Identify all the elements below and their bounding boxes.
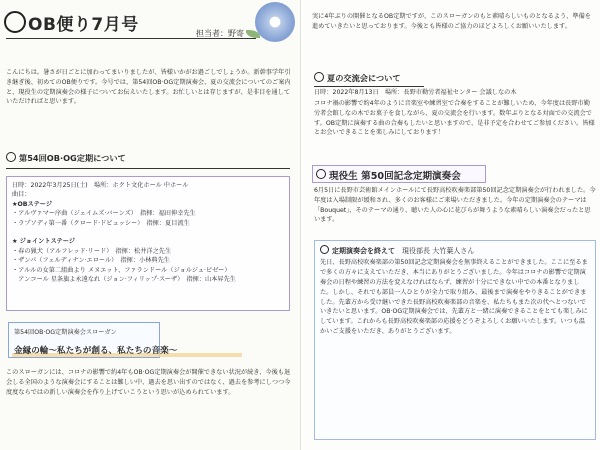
summer-heading: 夏の交流会について bbox=[314, 72, 401, 84]
intro-tail: 実に4年ぶりの開催となるOB定期ですが、このスローガンのもと素晴らしいものとなるよう、準備を進めていきたいと思っております。今後とも皆様のご協力のほどよろしくお願いいたします。 bbox=[312, 13, 591, 30]
impression-body: 先日、長野高校吹奏楽部の第50回記念定期演奏会を無事終えることができました。ここに至るまで多くの方々に支えていただき、本当にありがとうございました。今年はコロナの影響で定期演奏会の日程や練習の方法を変えなければならず、練習が十分にできない中での本番となりました。しかし、それでも部員一人ひとりが全力で取り組み、最後まで演奏をやりきることができました。先輩方から受け継いできた長野高校吹奏楽部の音楽を、私たちもまた次の代へとつないでいきたいと思います。OB·OG定期演奏会では、先輩方と一緒に演奏できることをとても楽しみにしています。これからも長野高校吹奏楽部の応援をどうぞよろしくお願いいたします。いつも温かいご支援をいただき、ありがとうございます。 bbox=[320, 259, 588, 335]
impression-author: 現役部長 大竹葉人さん bbox=[402, 247, 475, 255]
impression-box bbox=[314, 240, 596, 440]
program-spacer bbox=[12, 228, 284, 237]
impression-heading-line bbox=[320, 245, 590, 256]
concert-info-box bbox=[6, 176, 290, 311]
slogan-body: このスローガンには、コロナの影響で約4年もOB·OG定期演奏会が開催できない状況が続き、今後も退会しる全国のような演奏会にすることは難しい中、過去を思い出すのではなく、過去を参考にしつつ今度度ならではの新しい演奏会を作り上げていこうという思いが込められています。 bbox=[6, 369, 291, 396]
slogan-text: 金縁の輪〜私たちが創る、私たちの音楽〜 bbox=[14, 346, 178, 356]
section-bullet-icon bbox=[314, 72, 324, 82]
program-item: ・ラプソディ第一番（クロード·ドビュッシー） 指揮：夏目流生 bbox=[12, 219, 190, 227]
summer-body: コロナ禍の影響で約4年のように音楽室や練習室で合奏をすることが難しいため、今年度は長野市勤労者会館しなの木でお菓子を食しながら、夏の交流会を行います。数年ぶりとなる対面での交流会です。OB定期に演奏する曲の合奏もしたいと思いますので、是非予定を合わせてご参加ください。皆様とお会いできることを楽しみにしております！ bbox=[314, 100, 595, 137]
circle-o-mark bbox=[4, 11, 26, 33]
ob-stage-label: ★OBステージ bbox=[12, 200, 53, 208]
newsletter-title: OB便り7月号 bbox=[4, 10, 139, 35]
section-bullet-icon bbox=[316, 169, 326, 179]
intro-paragraph: こんにちは。暑さが日ごとに加わってまいりましたが、皆様いかがお過ごしでしょうか。新幹事学年引き継ぎ後、初めてのOB便りです。今号では、第54回OB·OG定期演奏会、夏の交流会についてのご案内と、現役生の定期演奏会の様子についてお伝えいたします。お忙しいとは存じますが、是非目を通していただければと思います。 bbox=[6, 69, 291, 106]
program-label: 曲目： bbox=[12, 191, 31, 199]
concert-heading: 第54回OB·OG定期について bbox=[6, 152, 126, 164]
fifty-heading: 現役生 第50回記念定期演奏会 bbox=[316, 168, 461, 182]
editor-label: 担当者：野寄 bbox=[196, 29, 244, 38]
morning-glory-icon bbox=[255, 2, 295, 42]
program-item: ・ザンパ（フェルディナン·エロール） 指揮：小林典先生 bbox=[12, 257, 170, 265]
summer-heading-underline bbox=[314, 86, 424, 87]
program-item: アンコール 星条旗よ永遠なれ（ジョン·フィリップ·スーザ） 指揮：山本昇先生 bbox=[12, 276, 236, 284]
program-item: ・春の猟犬（アルフレッド·リード） 指揮：松井洋之先生 bbox=[12, 247, 172, 255]
section-bullet-icon bbox=[320, 245, 329, 254]
section-bullet-icon bbox=[6, 152, 16, 162]
concert-heading-underline bbox=[6, 168, 290, 169]
impression-heading: 定期演奏会を終えて bbox=[332, 247, 395, 255]
slogan-label: 第54回OB·OG定期演奏会スローガン bbox=[14, 329, 117, 336]
program-item: ・アルルの女第二組曲より メヌエット、ファランドール（ジョルジュ·ビゼー） bbox=[12, 266, 231, 274]
fifty-body: 6月5日に長野市芸術館メインホールにて長野高校吹奏楽部第50回記念定期演奏会が行われました。今年度は入場制限が緩和され、多くのお客様にご来場いただきました。今年の定期演奏会のテーマは「Bouquet」、そのテーマの通り、聴いた人の心に花びらが舞うような素晴らしい演奏会だったと思います。 bbox=[314, 187, 596, 224]
joint-stage-label: ★ ジョイントステージ bbox=[12, 238, 75, 246]
concert-date: 日時：2022年3月25日(土) 場所：ホクト文化ホール 中ホール bbox=[12, 182, 189, 189]
program-item: ・アルヴァマー序曲（ジェイムズ·バーンズ） 指揮：福田伸幸先生 bbox=[12, 210, 196, 218]
summer-date: 日時：2022年8月13日 場所：長野市勤労者福祉センター 会議しなの木 bbox=[314, 89, 517, 96]
